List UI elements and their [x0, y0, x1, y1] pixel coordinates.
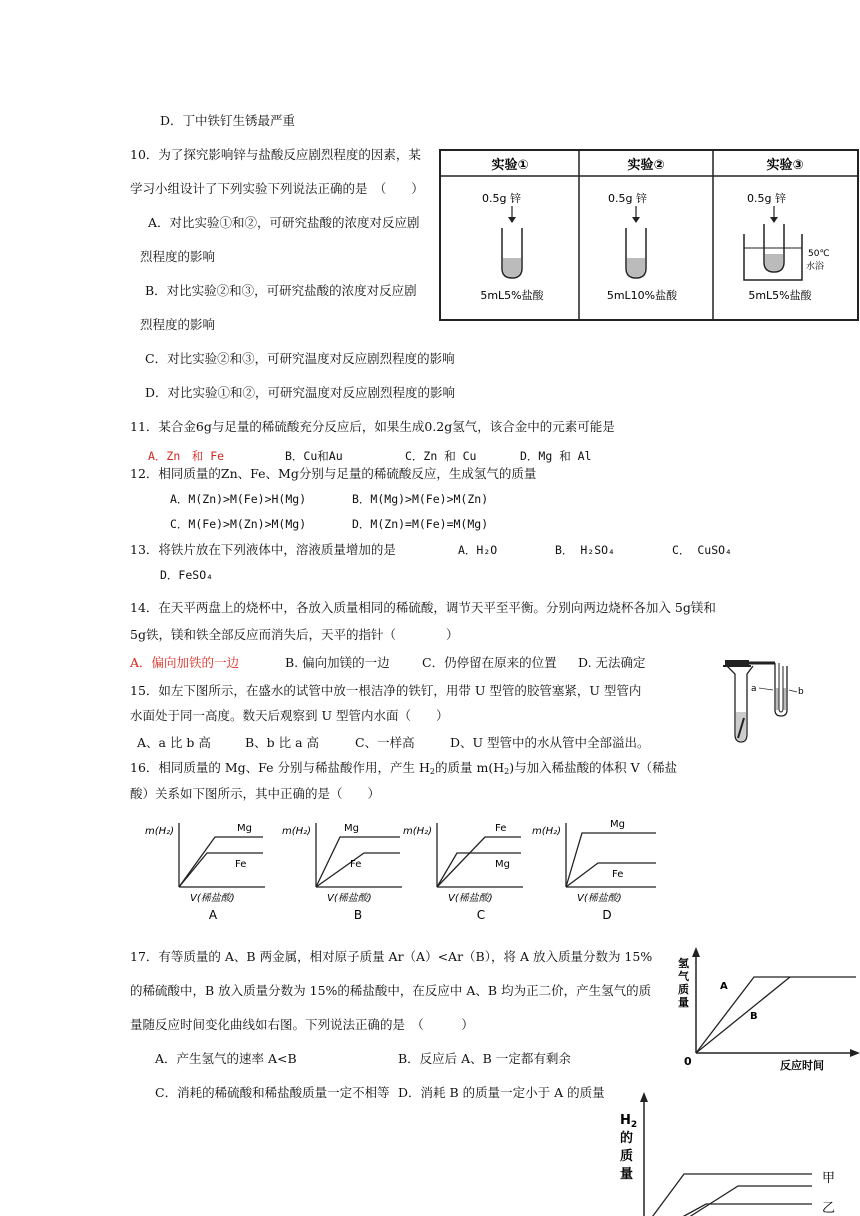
q15-option-d: D、U 型管中的水从管中全部溢出。: [450, 735, 650, 750]
graph-a-ylabel: m(H₂): [145, 826, 175, 837]
graph-c-xlabel: V(稀盐酸): [448, 893, 493, 904]
q10-option-b-line2: 烈程度的影响: [140, 317, 216, 332]
exp2-zinc: 0.5g 锌: [608, 192, 647, 205]
q13-option-a: A．H₂O: [458, 543, 498, 557]
q13-option-b: B． H₂SO₄: [555, 543, 615, 557]
q9-option-d: D．丁中铁钉生锈最严重: [160, 113, 296, 128]
q17-option-b: B．反应后 A、B 一定都有剩余: [398, 1051, 571, 1066]
exp3-zinc: 0.5g 锌: [747, 192, 786, 205]
q18-ylabel-2: 的: [620, 1131, 634, 1146]
q12-stem: 12．相同质量的Zn、Fe、Mg分别与足量的稀硫酸反应，生成氢气的质量: [130, 466, 537, 481]
q18-ylabel-4: 量: [620, 1167, 634, 1182]
q11-option-a: A．Zn 和 Fe: [148, 449, 225, 463]
graph-c-ylabel: m(H₂): [403, 826, 433, 837]
graph-a-top-label: Mg: [237, 823, 252, 834]
u-tube-label-a: a: [751, 684, 757, 694]
q18-ylabel-1: $H_2$: [620, 1113, 638, 1130]
q14-option-d: D. 无法确定: [578, 655, 646, 670]
graph-d-letter: D: [602, 908, 612, 922]
q11-option-b: B．Cu和Au: [285, 449, 343, 463]
exp1-header: 实验①: [491, 158, 529, 173]
q10-option-a-line1: A．对比实验①和②，可研究盐酸的浓度对反应剧: [148, 215, 420, 230]
q15-u-tube-apparatus: [715, 652, 810, 747]
q17-option-a: A．产生氢气的速率 A<B: [155, 1051, 297, 1066]
q16-graph-d: [532, 815, 662, 925]
graph-a-bottom-label: Fe: [235, 859, 247, 870]
q14-option-b: B. 偏向加镁的一边: [285, 655, 390, 670]
bath-label: 水浴: [806, 262, 825, 272]
q15-option-b: B、b 比 a 高: [245, 735, 320, 750]
q16-stem-line2: 酸）关系如下图所示，其中正确的是（ ）: [130, 786, 381, 801]
q10-stem-line2: 学习小组设计了下列实验下列说法正确的是 （ ）: [130, 181, 424, 196]
q15-stem-line1: 15．如左下图所示，在盛水的试管中放一根洁净的铁钉，用带 U 型管的胶管塞紧，U 型管内: [130, 683, 642, 698]
q17-option-c: C．消耗的稀硫酸和稀盐酸质量一定不相等: [155, 1085, 390, 1100]
exp1-zinc: 0.5g 锌: [482, 192, 521, 205]
q10-option-b-line1: B．对比实验②和③，可研究盐酸的浓度对反应剧: [145, 283, 417, 298]
q12-option-a: A．M(Zn)>M(Fe)>H(Mg): [170, 492, 307, 506]
q17-stem-line1: 17．有等质量的 A、B 两金属，相对原子质量 Ar（A）<Ar（B），将 A 放入质量分数为 15%: [130, 949, 653, 964]
q11-option-c: C．Zn 和 Cu: [405, 449, 477, 463]
graph-d-top-label: Mg: [610, 819, 625, 830]
q17-option-d: D．消耗 B 的质量一定小于 A 的质量: [398, 1085, 605, 1100]
q11-option-d: D．Mg 和 Al: [520, 449, 592, 463]
graph-a-xlabel: V(稀盐酸): [190, 893, 235, 904]
bath-temp: 50℃: [808, 249, 830, 259]
q17-ylabel-4: 量: [678, 996, 689, 1009]
q18-label-yi: 乙: [822, 1201, 836, 1216]
q10-stem-line1: 10．为了探究影响锌与盐酸反应剧烈程度的因素，某: [130, 147, 421, 162]
graph-c-top-label: Fe: [495, 823, 507, 834]
graph-c-letter: C: [476, 908, 486, 922]
graph-a-letter: A: [208, 908, 218, 922]
q17-line-a-label: A: [720, 981, 728, 992]
q10-option-c: C．对比实验②和③，可研究温度对反应剧烈程度的影响: [145, 351, 455, 366]
q16-graph-b: [282, 815, 407, 925]
graph-d-ylabel: m(H₂): [532, 826, 562, 837]
graph-d-bottom-label: Fe: [612, 869, 624, 880]
q13-option-d: D．FeSO₄: [160, 568, 214, 582]
q10-experiment-table: [440, 150, 858, 320]
q17-stem-line3: 量随反应时间变化曲线如右图。下列说法正确的是 （ ）: [130, 1017, 474, 1032]
graph-c-bottom-label: Mg: [495, 859, 510, 870]
q16-graph-c: [403, 815, 528, 925]
exp3-acid: 5mL5%盐酸: [748, 289, 812, 302]
q15-stem-line2: 水面处于同一高度。数天后观察到 U 型管内水面（ ）: [130, 708, 449, 723]
q14-option-c: C．仍停留在原来的位置: [422, 655, 557, 670]
q17-hydrogen-time-graph: [670, 945, 860, 1075]
q15-option-c: C、一样高: [355, 735, 415, 750]
q18-hydrogen-graph: [612, 1088, 852, 1216]
exp2-header: 实验②: [627, 158, 665, 173]
q11-stem: 11．某合金6g与足量的稀硫酸充分反应后，如果生成0.2g氢气，该合金中的元素可能是: [130, 419, 615, 434]
q12-option-d: D．M(Zn)=M(Fe)=M(Mg): [352, 517, 489, 531]
q13-stem: 13．将铁片放在下列液体中，溶液质量增加的是: [130, 542, 396, 557]
q12-option-c: C．M(Fe)>M(Zn)>M(Mg): [170, 517, 307, 531]
q17-ylabel-3: 质: [678, 983, 689, 996]
graph-b-top-label: Mg: [344, 823, 359, 834]
exp1-acid: 5mL5%盐酸: [480, 289, 544, 302]
q17-origin: 0: [684, 1055, 692, 1068]
u-tube-label-b: b: [798, 687, 804, 697]
graph-b-bottom-label: Fe: [350, 859, 362, 870]
exp2-acid: 5mL10%盐酸: [606, 289, 678, 302]
graph-b-ylabel: m(H₂): [282, 826, 312, 837]
graph-d-xlabel: V(稀盐酸): [577, 893, 622, 904]
q17-ylabel-2: 气: [678, 970, 689, 983]
q12-option-b: B．M(Mg)>M(Fe)>M(Zn): [352, 492, 489, 506]
q18-label-jia: 甲: [822, 1171, 836, 1186]
q17-xlabel: 反应时间: [780, 1059, 824, 1072]
graph-b-xlabel: V(稀盐酸): [327, 893, 372, 904]
q10-option-d: D．对比实验①和②，可研究温度对反应剧烈程度的影响: [145, 385, 456, 400]
graph-b-letter: B: [353, 908, 363, 922]
q14-option-a: A．偏向加铁的一边: [130, 655, 240, 670]
q14-stem-line1: 14．在天平两盘上的烧杯中，各放入质量相同的稀硫酸，调节天平至平衡。分别向两边烧杯各加入 5g镁和: [130, 600, 716, 615]
q10-option-a-line2: 烈程度的影响: [140, 249, 216, 264]
q18-ylabel-3: 质: [620, 1149, 634, 1164]
q17-ylabel-1: 氢: [678, 957, 689, 970]
q17-stem-line2: 的稀硫酸中，B 放入质量分数为 15%的稀盐酸中，在反应中 A、B 均为正二价，产生氢气的质: [130, 983, 652, 998]
q16-stem-line1: 16．相同质量的 Mg、Fe 分别与稀盐酸作用，产生 $H_2$的质量 $m(H_2)$与加入稀盐酸的体积 V（稀盐: [130, 760, 678, 776]
q15-option-a: A、a 比 b 高: [137, 735, 211, 750]
q13-option-c: C． CuSO₄: [672, 543, 732, 557]
q17-line-b-label: B: [750, 1011, 758, 1022]
exp3-header: 实验③: [766, 158, 804, 173]
q16-graph-a: [145, 815, 270, 925]
q14-stem-line2: 5g铁，镁和铁全部反应而消失后，天平的指针（ ）: [130, 627, 459, 642]
